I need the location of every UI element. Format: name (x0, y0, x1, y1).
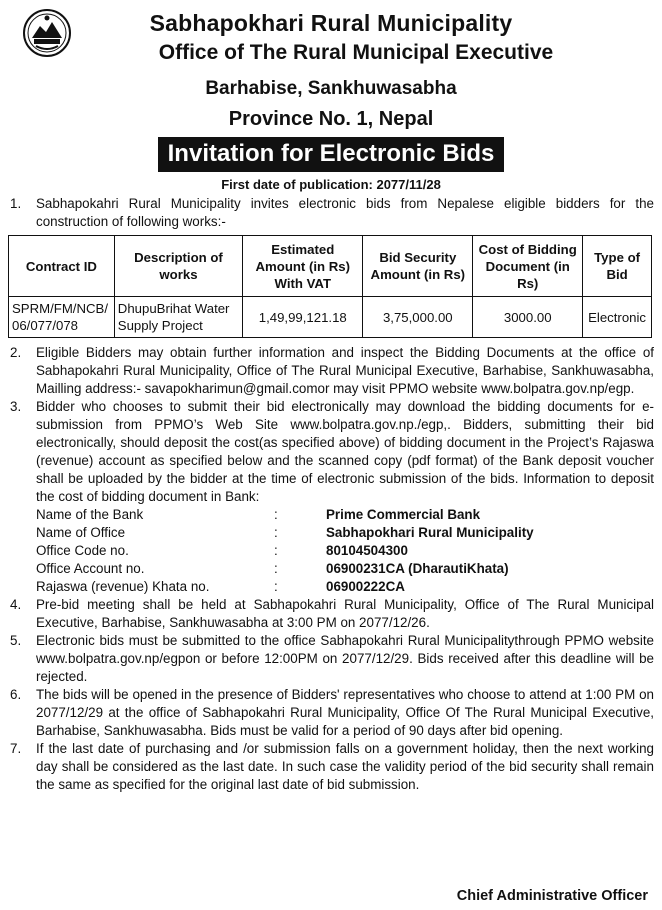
bank-info-value: 06900222CA (326, 579, 405, 594)
item-number: 1. (10, 196, 22, 211)
cell-estimated-amount: 1,49,99,121.18 (243, 297, 363, 338)
item-text: Eligible Bidders may obtain further information and inspect the Bidding Documents at the office of Sabhapokahri Rural Municipality, Office of The Rural Municipal Executive, Barhabise, Sankhuwasabha, Mailling address:- savapokharimun@gmail.comor may visit PPMO website www.bolpatra.gov.np/egp. (36, 345, 654, 396)
bank-info-label: Name of Office (36, 525, 126, 540)
table-row (9, 297, 652, 338)
table-header-row (9, 236, 652, 297)
item-number: 4. (10, 597, 22, 612)
item-number: 6. (10, 687, 22, 702)
bank-info-value: Sabhapokhari Rural Municipality (326, 525, 534, 540)
bank-info-colon: : (274, 507, 278, 522)
item-text: Bidder who chooses to submit their bid electronically may download the bidding documents for e-submission from PPMO’s Web Site www.bolpatra.gov.np./egp,. Bidders, submitting their bid electronically, should deposit the cost(as specified above) of bidding document in the Project’s Rajaswa (revenue) account as specified below and the scanned copy (pdf format) of the Bank deposit voucher shall be uploaded by the bidder at the time of electronic submission of the bids. Information to deposit the cost of bidding document in Bank: (36, 399, 654, 504)
list-item (8, 596, 654, 632)
bank-info-value: 80104504300 (326, 543, 408, 558)
bank-info-colon: : (274, 543, 278, 558)
bank-info-colon: : (274, 525, 278, 540)
works-table (8, 235, 652, 338)
item-text: Pre-bid meeting shall be held at Sabhapokahri Rural Municipality, Office of The Rural Municipal Executive, Barhabise, Sankhuwasabha at 3:00 PM on 2077/12/26. (36, 597, 654, 630)
cell-bid-security: 3,75,000.00 (363, 297, 473, 338)
col-header-bidding-cost: Cost of Bidding Document (in Rs) (473, 236, 583, 297)
col-header-contract-id: Contract ID (9, 236, 115, 297)
list-item (8, 686, 654, 740)
list-item (8, 195, 654, 231)
item-number: 2. (10, 345, 22, 360)
province-title: Province No. 1, Nepal (228, 108, 434, 130)
cell-contract-id: SPRM/FM/NCB/06/077/078 (9, 297, 115, 338)
publication-date: First date of publication: 2077/11/28 (221, 177, 441, 192)
col-header-bid-security: Bid Security Amount (in Rs) (363, 236, 473, 297)
item-text: The bids will be opened in the presence of Bidders' representatives who choose to attend at 1:00 PM on 2077/12/29 at the office of Sabhapokahri Rural Municipality, Office Of The Rural Municipal Executive, Barhabise, Sankhuwasabha. Bids must be valid for a period of 90 days after bid opening. (36, 687, 654, 738)
item-text: If the last date of purchasing and /or submission falls on a government holiday, then the next working day shall be considered as the last date. In such case the validity period of the bid security shall remain the same as specified for the original last date of bid submission. (36, 741, 654, 792)
cell-type: Electronic (583, 297, 652, 338)
cell-description: DhupuBrihat Water Supply Project (114, 297, 242, 338)
bank-info-label: Office Account no. (36, 561, 145, 576)
bank-info (36, 506, 654, 596)
list-item (8, 344, 654, 398)
header (8, 0, 654, 135)
item-number: 5. (10, 633, 22, 648)
bank-info-row (36, 506, 654, 524)
signature: Chief Administrative Officer (456, 888, 648, 904)
col-header-estimated-amount: Estimated Amount (in Rs) With VAT (243, 236, 363, 297)
banner-wrap (8, 137, 654, 173)
bank-info-row (36, 560, 654, 578)
bank-info-value: 06900231CA (DharautiKhata) (326, 561, 509, 576)
list-item (8, 398, 654, 506)
location-title: Barhabise, Sankhuwasabha (205, 78, 457, 99)
item-text: Electronic bids must be submitted to the office Sabhapokahri Rural Municipalitythrough PPMO website www.bolpatra.gov.np/egpon or before 12:00PM on 2077/12/29. Bids received after this deadline will be rejected. (36, 633, 654, 684)
col-header-description: Description of works (114, 236, 242, 297)
office-title: Office of The Rural Municipal Executive (158, 41, 554, 64)
bank-info-label: Rajaswa (revenue) Khata no. (36, 579, 210, 594)
invitation-banner: Invitation for Electronic Bids (158, 137, 505, 172)
list-item (8, 740, 654, 794)
item-text: Sabhapokahri Rural Municipality invites electronic bids from Nepalese eligible bidders for the construction of following works:- (36, 196, 654, 229)
bank-info-colon: : (274, 579, 278, 594)
bank-info-colon: : (274, 561, 278, 576)
cell-bidding-cost: 3000.00 (473, 297, 583, 338)
item-number: 7. (10, 741, 22, 756)
bank-info-row (36, 578, 654, 596)
list-item (8, 632, 654, 686)
bank-info-label: Office Code no. (36, 543, 129, 558)
bank-info-row (36, 524, 654, 542)
bank-info-label: Name of the Bank (36, 507, 144, 522)
municipality-title: Sabhapokhari Rural Municipality (149, 10, 513, 36)
bank-info-value: Prime Commercial Bank (326, 507, 481, 522)
bank-info-row (36, 542, 654, 560)
col-header-type: Type of Bid (583, 236, 652, 297)
item-number: 3. (10, 399, 22, 414)
